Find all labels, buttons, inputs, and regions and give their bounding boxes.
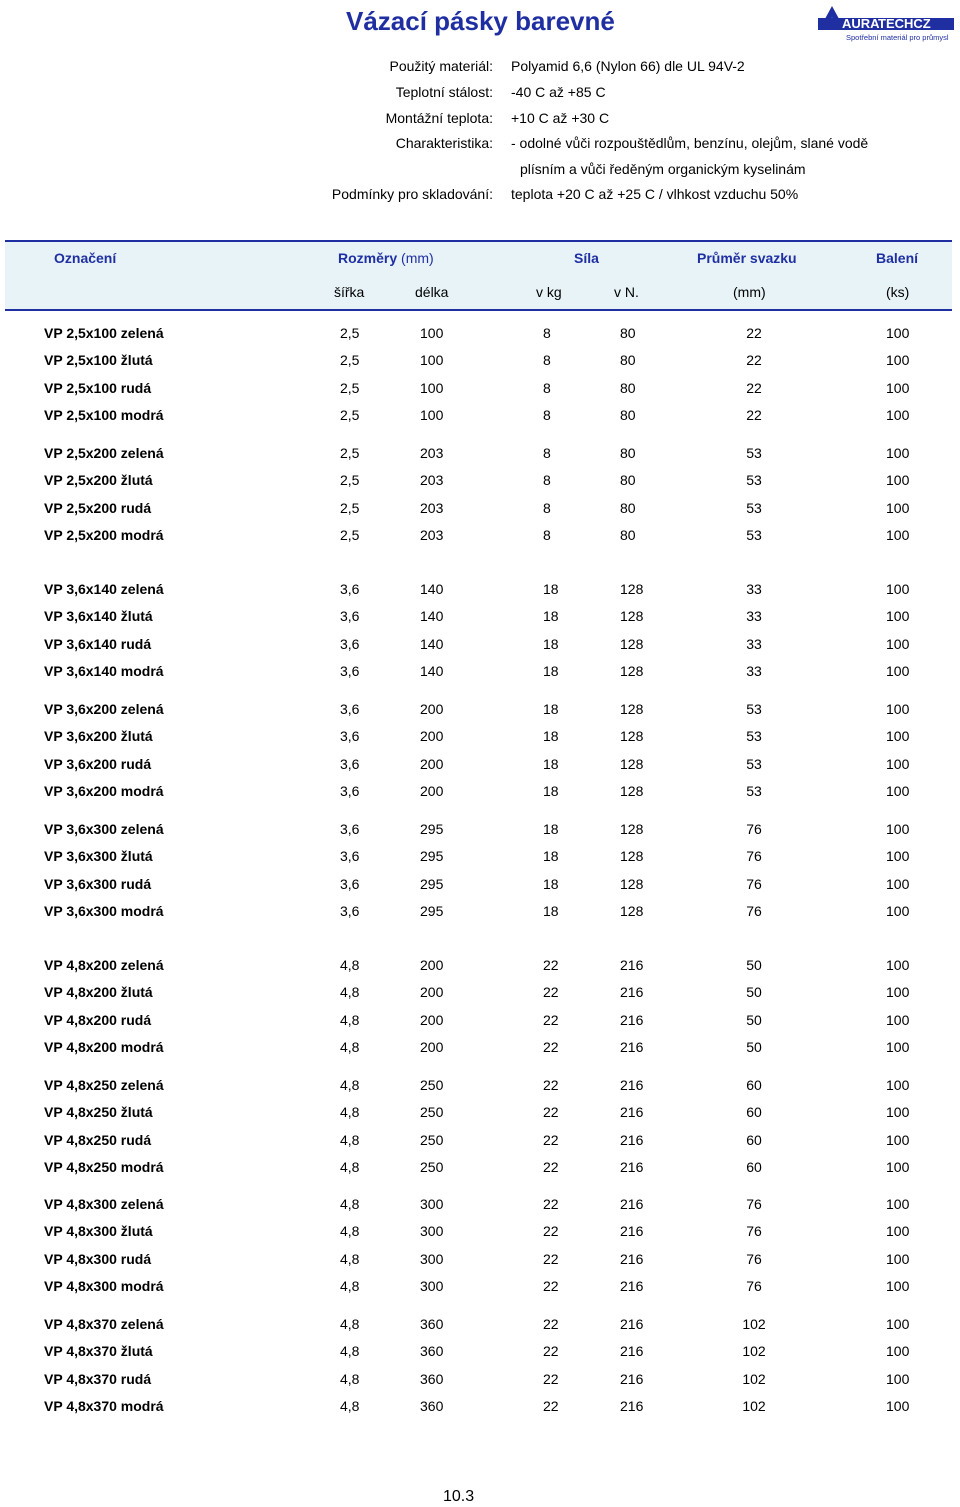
package-cell: 100	[886, 445, 910, 461]
length-cell: 360	[420, 1343, 444, 1360]
width-cell: 3,6	[340, 635, 360, 652]
column-header-rozmery	[338, 250, 434, 266]
length-cell: 200	[420, 984, 444, 1001]
subheader-vkg: v kg	[536, 284, 562, 300]
package-cell: 100	[886, 957, 910, 973]
product-name: VP 4,8x370 žlutá	[44, 1343, 153, 1360]
package-cell: 100	[886, 407, 910, 424]
package-cell: 100	[886, 984, 910, 1001]
package-cell: 100	[886, 1039, 910, 1056]
width-cell: 3,6	[340, 581, 360, 597]
subheader-mm: (mm)	[733, 284, 766, 300]
strength-kg-cell: 8	[543, 472, 551, 489]
length-cell: 250	[420, 1159, 444, 1176]
strength-kg-cell: 22	[543, 1104, 559, 1121]
package-cell: 100	[886, 1223, 910, 1240]
strength-kg-cell: 22	[543, 1370, 559, 1387]
strength-kg-cell: 22	[543, 957, 559, 973]
page-title: Vázací pásky barevné	[346, 6, 615, 36]
strength-kg-cell: 22	[543, 1039, 559, 1056]
width-cell: 3,6	[340, 701, 360, 717]
strength-kg-cell: 18	[543, 783, 559, 800]
strength-kg-cell: 18	[543, 581, 559, 597]
strength-n-cell: 128	[620, 848, 644, 865]
strength-n-cell: 216	[620, 1196, 644, 1212]
rozmery-label: Rozměry	[338, 250, 398, 266]
package-cell: 100	[886, 635, 910, 652]
product-name: VP 4,8x370 rudá	[44, 1370, 152, 1387]
strength-kg-cell: 8	[543, 379, 551, 396]
length-cell: 200	[420, 783, 444, 800]
package-cell: 100	[886, 1316, 910, 1332]
width-cell: 2,5	[340, 499, 360, 516]
auratech-logo	[818, 4, 954, 44]
bundle-diameter-cell: 53	[746, 472, 762, 489]
product-name: VP 3,6x200 zelená	[44, 701, 164, 717]
spec-label: Charakteristika:	[395, 135, 493, 151]
width-cell: 4,8	[340, 1077, 360, 1093]
product-name: VP 4,8x300 modrá	[44, 1278, 164, 1295]
package-cell: 100	[886, 848, 910, 865]
product-name: VP 4,8x250 modrá	[44, 1159, 164, 1176]
spec-label: Teplotní stálost:	[395, 84, 493, 100]
subheader-sirka: šířka	[334, 284, 365, 300]
product-name: VP 4,8x200 zelená	[44, 957, 164, 973]
width-cell: 3,6	[340, 875, 360, 892]
strength-n-cell: 216	[620, 1011, 644, 1028]
bundle-diameter-cell: 22	[746, 352, 762, 369]
package-cell: 100	[886, 1077, 910, 1093]
package-cell: 100	[886, 1370, 910, 1387]
strength-kg-cell: 8	[543, 352, 551, 369]
bundle-diameter-cell: 53	[746, 499, 762, 516]
bundle-diameter-cell: 33	[746, 608, 762, 625]
spec-value: +10 C až +30 C	[511, 110, 610, 126]
strength-n-cell: 128	[620, 608, 644, 625]
length-cell: 140	[420, 635, 444, 652]
length-cell: 140	[420, 608, 444, 625]
width-cell: 2,5	[340, 407, 360, 424]
package-cell: 100	[886, 821, 910, 837]
bundle-diameter-cell: 76	[746, 1223, 762, 1240]
length-cell: 360	[420, 1316, 444, 1332]
strength-n-cell: 80	[620, 352, 636, 369]
width-cell: 4,8	[340, 1104, 360, 1121]
product-name: VP 4,8x200 rudá	[44, 1011, 152, 1028]
column-header-baleni: Balení	[876, 250, 919, 266]
bundle-diameter-cell: 33	[746, 635, 762, 652]
strength-kg-cell: 18	[543, 821, 559, 837]
width-cell: 3,6	[340, 783, 360, 800]
bundle-diameter-cell: 33	[746, 663, 762, 680]
width-cell: 3,6	[340, 663, 360, 680]
package-cell: 100	[886, 1343, 910, 1360]
package-cell: 100	[886, 1250, 910, 1267]
product-name: VP 2,5x200 rudá	[44, 499, 152, 516]
width-cell: 4,8	[340, 1316, 360, 1332]
product-name: VP 4,8x300 rudá	[44, 1250, 152, 1267]
product-name: VP 4,8x250 zelená	[44, 1077, 164, 1093]
length-cell: 200	[420, 1011, 444, 1028]
width-cell: 2,5	[340, 352, 360, 369]
width-cell: 4,8	[340, 1250, 360, 1267]
bundle-diameter-cell: 76	[746, 848, 762, 865]
product-name: VP 2,5x200 žlutá	[44, 472, 153, 489]
bundle-diameter-cell: 22	[746, 379, 762, 396]
strength-n-cell: 216	[620, 1250, 644, 1267]
bundle-diameter-cell: 102	[742, 1316, 766, 1332]
width-cell: 2,5	[340, 325, 360, 341]
product-name: VP 2,5x100 modrá	[44, 407, 164, 424]
bundle-diameter-cell: 53	[746, 728, 762, 745]
width-cell: 3,6	[340, 821, 360, 837]
width-cell: 4,8	[340, 1039, 360, 1056]
strength-kg-cell: 8	[543, 527, 551, 544]
spec-value: -40 C až +85 C	[511, 84, 606, 100]
width-cell: 3,6	[340, 903, 360, 920]
strength-n-cell: 216	[620, 1343, 644, 1360]
product-name: VP 3,6x200 rudá	[44, 755, 152, 772]
length-cell: 295	[420, 875, 444, 892]
bundle-diameter-cell: 60	[746, 1131, 762, 1148]
product-name: VP 2,5x100 rudá	[44, 379, 152, 396]
strength-kg-cell: 8	[543, 325, 551, 341]
bundle-diameter-cell: 22	[746, 407, 762, 424]
length-cell: 300	[420, 1250, 444, 1267]
length-cell: 295	[420, 848, 444, 865]
product-name: VP 3,6x200 modrá	[44, 783, 164, 800]
length-cell: 250	[420, 1077, 444, 1093]
package-cell: 100	[886, 1398, 910, 1415]
product-name: VP 3,6x140 žlutá	[44, 608, 153, 625]
bundle-diameter-cell: 50	[746, 1011, 762, 1028]
subheader-delka: délka	[415, 284, 449, 300]
bundle-diameter-cell: 76	[746, 903, 762, 920]
product-name: VP 4,8x200 modrá	[44, 1039, 164, 1056]
product-name: VP 3,6x140 zelená	[44, 581, 164, 597]
logo-text-right: TECHCZ	[878, 16, 931, 31]
strength-n-cell: 80	[620, 325, 636, 341]
strength-n-cell: 80	[620, 499, 636, 516]
strength-kg-cell: 22	[543, 1131, 559, 1148]
strength-n-cell: 80	[620, 445, 636, 461]
width-cell: 4,8	[340, 1370, 360, 1387]
strength-n-cell: 80	[620, 527, 636, 544]
strength-n-cell: 216	[620, 1131, 644, 1148]
bundle-diameter-cell: 50	[746, 984, 762, 1001]
spec-value: Polyamid 6,6 (Nylon 66) dle UL 94V-2	[511, 58, 745, 74]
strength-kg-cell: 22	[543, 1278, 559, 1295]
product-name: VP 3,6x140 rudá	[44, 635, 152, 652]
package-cell: 100	[886, 499, 910, 516]
spec-value: teplota +20 C až +25 C / vlhkost vzduchu 50%	[511, 186, 799, 202]
package-cell: 100	[886, 472, 910, 489]
strength-n-cell: 216	[620, 1316, 644, 1332]
bundle-diameter-cell: 102	[742, 1370, 766, 1387]
strength-kg-cell: 22	[543, 1343, 559, 1360]
product-name: VP 4,8x200 žlutá	[44, 984, 153, 1001]
strength-n-cell: 216	[620, 1104, 644, 1121]
width-cell: 4,8	[340, 1398, 360, 1415]
bundle-diameter-cell: 53	[746, 527, 762, 544]
length-cell: 100	[420, 325, 444, 341]
strength-kg-cell: 8	[543, 407, 551, 424]
strength-n-cell: 128	[620, 581, 644, 597]
width-cell: 4,8	[340, 1011, 360, 1028]
width-cell: 3,6	[340, 755, 360, 772]
bundle-diameter-cell: 53	[746, 783, 762, 800]
bundle-diameter-cell: 53	[746, 701, 762, 717]
product-name: VP 4,8x250 žlutá	[44, 1104, 153, 1121]
strength-n-cell: 128	[620, 663, 644, 680]
strength-n-cell: 216	[620, 984, 644, 1001]
strength-n-cell: 80	[620, 472, 636, 489]
strength-kg-cell: 18	[543, 663, 559, 680]
column-header-prumer: Průměr svazku	[697, 250, 797, 266]
product-name: VP 2,5x100 žlutá	[44, 352, 153, 369]
bundle-diameter-cell: 33	[746, 581, 762, 597]
strength-n-cell: 216	[620, 957, 644, 973]
strength-n-cell: 128	[620, 903, 644, 920]
logo-text-left: AURA	[842, 16, 880, 31]
package-cell: 100	[886, 728, 910, 745]
strength-n-cell: 128	[620, 783, 644, 800]
subheader-ks: (ks)	[886, 284, 910, 300]
length-cell: 360	[420, 1398, 444, 1415]
width-cell: 2,5	[340, 527, 360, 544]
length-cell: 200	[420, 755, 444, 772]
width-cell: 4,8	[340, 984, 360, 1001]
length-cell: 360	[420, 1370, 444, 1387]
strength-kg-cell: 22	[543, 1316, 559, 1332]
bundle-diameter-cell: 76	[746, 1278, 762, 1295]
length-cell: 200	[420, 1039, 444, 1056]
length-cell: 200	[420, 728, 444, 745]
length-cell: 203	[420, 445, 444, 461]
page-number: 10.3	[443, 1488, 475, 1505]
package-cell: 100	[886, 325, 910, 341]
length-cell: 140	[420, 663, 444, 680]
bundle-diameter-cell: 50	[746, 957, 762, 973]
strength-n-cell: 80	[620, 379, 636, 396]
width-cell: 2,5	[340, 472, 360, 489]
table-header-band	[5, 240, 952, 311]
width-cell: 3,6	[340, 728, 360, 745]
width-cell: 4,8	[340, 1223, 360, 1240]
length-cell: 203	[420, 499, 444, 516]
product-name: VP 2,5x200 zelená	[44, 445, 164, 461]
product-name: VP 3,6x300 zelená	[44, 821, 164, 837]
column-header-sila: Síla	[574, 250, 599, 266]
length-cell: 203	[420, 527, 444, 544]
product-name: VP 2,5x200 modrá	[44, 527, 164, 544]
package-cell: 100	[886, 783, 910, 800]
strength-kg-cell: 22	[543, 1223, 559, 1240]
spec-label: Montážní teplota:	[385, 110, 493, 126]
product-name: VP 4,8x300 zelená	[44, 1196, 164, 1212]
width-cell: 4,8	[340, 1196, 360, 1212]
length-cell: 140	[420, 581, 444, 597]
column-header-oznaceni: Označení	[54, 250, 117, 266]
product-name: VP 4,8x370 modrá	[44, 1398, 164, 1415]
width-cell: 4,8	[340, 1131, 360, 1148]
strength-kg-cell: 8	[543, 499, 551, 516]
bundle-diameter-cell: 76	[746, 875, 762, 892]
bundle-diameter-cell: 76	[746, 1250, 762, 1267]
strength-n-cell: 128	[620, 635, 644, 652]
package-cell: 100	[886, 581, 910, 597]
bundle-diameter-cell: 102	[742, 1398, 766, 1415]
strength-n-cell: 128	[620, 728, 644, 745]
package-cell: 100	[886, 1159, 910, 1176]
spec-label: Podmínky pro skladování:	[331, 186, 493, 202]
bundle-diameter-cell: 53	[746, 445, 762, 461]
strength-kg-cell: 18	[543, 728, 559, 745]
bundle-diameter-cell: 53	[746, 755, 762, 772]
length-cell: 250	[420, 1104, 444, 1121]
product-name: VP 3,6x300 rudá	[44, 875, 152, 892]
width-cell: 4,8	[340, 1343, 360, 1360]
package-cell: 100	[886, 755, 910, 772]
width-cell: 2,5	[340, 445, 360, 461]
rozmery-unit: (mm)	[401, 250, 434, 266]
product-name: VP 4,8x250 rudá	[44, 1131, 152, 1148]
strength-n-cell: 128	[620, 755, 644, 772]
package-cell: 100	[886, 608, 910, 625]
strength-n-cell: 128	[620, 875, 644, 892]
length-cell: 295	[420, 903, 444, 920]
strength-n-cell: 216	[620, 1370, 644, 1387]
strength-n-cell: 80	[620, 407, 636, 424]
package-cell: 100	[886, 875, 910, 892]
length-cell: 100	[420, 352, 444, 369]
strength-n-cell: 128	[620, 821, 644, 837]
strength-kg-cell: 8	[543, 445, 551, 461]
bundle-diameter-cell: 60	[746, 1159, 762, 1176]
strength-n-cell: 216	[620, 1223, 644, 1240]
package-cell: 100	[886, 527, 910, 544]
spec-value: - odolné vůči rozpouštědlům, benzínu, olejům, slané vodě	[511, 135, 869, 151]
length-cell: 100	[420, 379, 444, 396]
package-cell: 100	[886, 1011, 910, 1028]
product-name: VP 2,5x100 zelená	[44, 325, 164, 341]
package-cell: 100	[886, 379, 910, 396]
length-cell: 300	[420, 1278, 444, 1295]
width-cell: 4,8	[340, 1278, 360, 1295]
product-name: VP 3,6x300 žlutá	[44, 848, 153, 865]
strength-kg-cell: 22	[543, 1011, 559, 1028]
spec-value: plísním a vůči ředěným organickým kyselinám	[520, 161, 806, 177]
length-cell: 250	[420, 1131, 444, 1148]
strength-n-cell: 128	[620, 701, 644, 717]
package-cell: 100	[886, 903, 910, 920]
strength-kg-cell: 22	[543, 1159, 559, 1176]
strength-n-cell: 216	[620, 1278, 644, 1295]
width-cell: 4,8	[340, 1159, 360, 1176]
strength-kg-cell: 18	[543, 848, 559, 865]
length-cell: 300	[420, 1223, 444, 1240]
strength-kg-cell: 18	[543, 635, 559, 652]
strength-kg-cell: 18	[543, 755, 559, 772]
bundle-diameter-cell: 60	[746, 1104, 762, 1121]
package-cell: 100	[886, 1278, 910, 1295]
strength-kg-cell: 22	[543, 1196, 559, 1212]
subheader-vn: v N.	[614, 284, 639, 300]
bundle-diameter-cell: 60	[746, 1077, 762, 1093]
strength-kg-cell: 18	[543, 903, 559, 920]
length-cell: 200	[420, 701, 444, 717]
bundle-diameter-cell: 22	[746, 325, 762, 341]
strength-kg-cell: 22	[543, 1250, 559, 1267]
strength-n-cell: 216	[620, 1159, 644, 1176]
bundle-diameter-cell: 102	[742, 1343, 766, 1360]
product-name: VP 3,6x140 modrá	[44, 663, 164, 680]
length-cell: 100	[420, 407, 444, 424]
package-cell: 100	[886, 352, 910, 369]
package-cell: 100	[886, 663, 910, 680]
width-cell: 4,8	[340, 957, 360, 973]
strength-n-cell: 216	[620, 1039, 644, 1056]
package-cell: 100	[886, 1131, 910, 1148]
package-cell: 100	[886, 701, 910, 717]
width-cell: 3,6	[340, 608, 360, 625]
strength-kg-cell: 22	[543, 1398, 559, 1415]
width-cell: 2,5	[340, 379, 360, 396]
length-cell: 300	[420, 1196, 444, 1212]
bundle-diameter-cell: 76	[746, 1196, 762, 1212]
product-name: VP 3,6x200 žlutá	[44, 728, 153, 745]
length-cell: 200	[420, 957, 444, 973]
bundle-diameter-cell: 50	[746, 1039, 762, 1056]
product-name: VP 4,8x370 zelená	[44, 1316, 164, 1332]
length-cell: 295	[420, 821, 444, 837]
width-cell: 3,6	[340, 848, 360, 865]
product-name: VP 4,8x300 žlutá	[44, 1223, 153, 1240]
logo-tagline: Spotřební materiál pro průmysl	[846, 33, 949, 42]
strength-kg-cell: 18	[543, 608, 559, 625]
strength-kg-cell: 22	[543, 984, 559, 1001]
package-cell: 100	[886, 1196, 910, 1212]
length-cell: 203	[420, 472, 444, 489]
strength-kg-cell: 18	[543, 875, 559, 892]
strength-n-cell: 216	[620, 1077, 644, 1093]
strength-n-cell: 216	[620, 1398, 644, 1415]
product-name: VP 3,6x300 modrá	[44, 903, 164, 920]
package-cell: 100	[886, 1104, 910, 1121]
spec-label: Použitý materiál:	[389, 58, 493, 74]
bundle-diameter-cell: 76	[746, 821, 762, 837]
strength-kg-cell: 22	[543, 1077, 559, 1093]
strength-kg-cell: 18	[543, 701, 559, 717]
